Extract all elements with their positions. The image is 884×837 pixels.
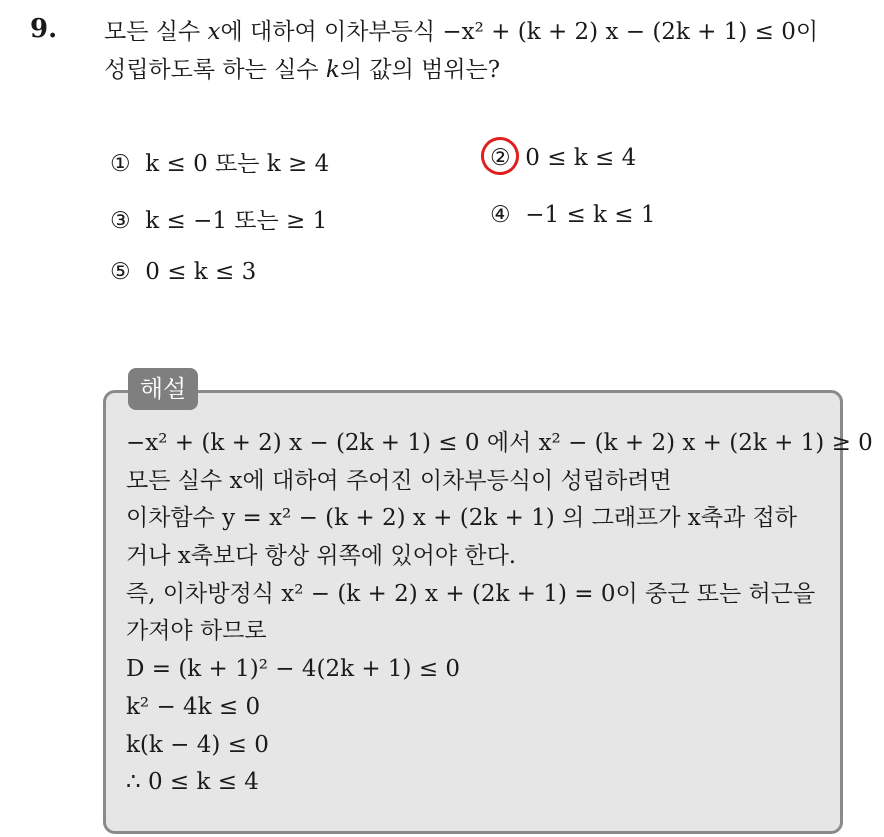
question-number: 9. <box>30 14 58 44</box>
solution-line: k(k − 4) ≤ 0 <box>126 731 269 758</box>
solution-line: 즉, 이차방정식 x² − (k + 2) x + (2k + 1) = 0이 중근 또는 허근을 <box>126 580 816 607</box>
question-line-1: 모든 실수 x에 대하여 이차부등식 −x² + (k + 2) x − (2k + 1) ≤ 0이 <box>104 19 819 45</box>
choice-4[interactable]: ④ −1 ≤ k ≤ 1 <box>490 202 656 228</box>
solution-line: −x² + (k + 2) x − (2k + 1) ≤ 0 에서 x² − (k + 2) x + (2k + 1) ≥ 0 <box>126 430 873 456</box>
solution-line: ∴ 0 ≤ k ≤ 4 <box>126 769 259 796</box>
question-text <box>104 13 874 89</box>
solution-line: 가져야 하므로 <box>126 618 267 645</box>
solution-line: D = (k + 1)² − 4(2k + 1) ≤ 0 <box>126 656 461 683</box>
solution-text <box>126 425 873 802</box>
answer-mark-circle <box>477 133 522 178</box>
solution-line: 모든 실수 x에 대하여 주어진 이차부등식이 성립하려면 <box>126 467 672 494</box>
solution-label: 해설 <box>128 368 198 410</box>
choice-5[interactable]: ⑤ 0 ≤ k ≤ 3 <box>110 259 257 285</box>
choice-1[interactable]: ① k ≤ 0 또는 k ≥ 4 <box>110 151 330 177</box>
solution-line: k² − 4k ≤ 0 <box>126 693 261 720</box>
choice-3[interactable]: ③ k ≤ −1 또는 ≥ 1 <box>110 208 328 234</box>
question-line-2: 성립하도록 하는 실수 k의 값의 범위는? <box>104 57 501 83</box>
solution-line: 이차함수 y = x² − (k + 2) x + (2k + 1) 의 그래프가 x축과 접하 <box>126 505 797 532</box>
choice-2[interactable]: ② 0 ≤ k ≤ 4 <box>490 145 636 171</box>
solution-line: 거나 x축보다 항상 위쪽에 있어야 한다. <box>126 543 517 570</box>
